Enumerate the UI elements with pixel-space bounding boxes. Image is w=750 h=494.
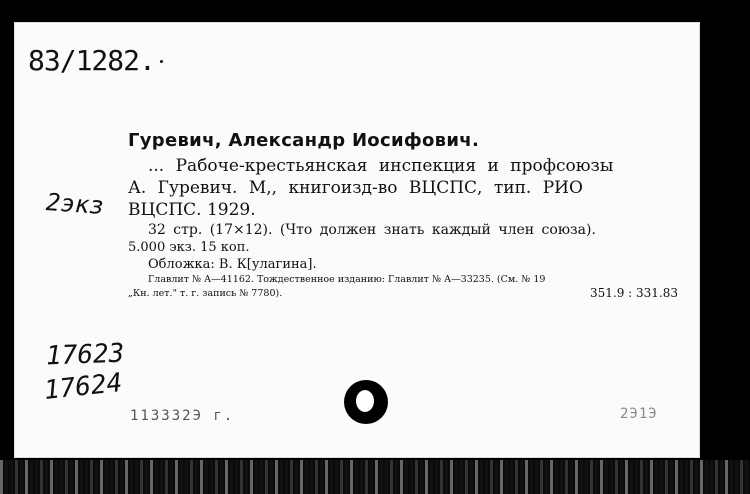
title-line: ... Рабоче-крестьянская инспекция и профсоюзы	[148, 156, 614, 176]
noise-bar	[475, 460, 478, 494]
noise-bar	[250, 460, 253, 494]
noise-bar	[650, 460, 653, 494]
noise-bar	[225, 460, 228, 494]
noise-bar	[640, 460, 643, 494]
noise-bar	[665, 460, 668, 494]
noise-bar	[500, 460, 503, 494]
noise-bar	[75, 460, 78, 494]
noise-bar	[110, 460, 113, 494]
noise-bar	[325, 460, 328, 494]
noise-bar	[560, 460, 563, 494]
noise-bar	[415, 460, 418, 494]
noise-bar	[365, 460, 368, 494]
noise-bar	[20, 460, 23, 494]
noise-bar	[545, 460, 548, 494]
noise-bar	[255, 460, 258, 494]
noise-bar	[470, 460, 473, 494]
noise-bar	[485, 460, 488, 494]
noise-bar	[625, 460, 628, 494]
noise-bar	[700, 460, 703, 494]
noise-bar	[675, 460, 678, 494]
noise-bar	[575, 460, 578, 494]
noise-bar	[90, 460, 93, 494]
noise-bar	[65, 460, 68, 494]
noise-bar	[555, 460, 558, 494]
noise-bar	[145, 460, 148, 494]
print-run-line: 5.000 экз. 15 коп.	[128, 240, 250, 255]
noise-bar	[570, 460, 573, 494]
noise-bar	[345, 460, 348, 494]
noise-bar	[230, 460, 233, 494]
noise-bar	[740, 460, 743, 494]
noise-bar	[330, 460, 333, 494]
noise-bar	[510, 460, 513, 494]
noise-bar	[335, 460, 338, 494]
noise-bar	[180, 460, 183, 494]
noise-bar	[260, 460, 263, 494]
noise-bar	[155, 460, 158, 494]
noise-bar	[195, 460, 198, 494]
noise-bar	[240, 460, 243, 494]
noise-bar	[175, 460, 178, 494]
noise-bar	[450, 460, 453, 494]
noise-bar	[85, 460, 88, 494]
noise-bar	[550, 460, 553, 494]
noise-bar	[140, 460, 143, 494]
noise-bar	[520, 460, 523, 494]
noise-bar	[505, 460, 508, 494]
noise-bar	[25, 460, 28, 494]
noise-bar	[515, 460, 518, 494]
noise-bar	[580, 460, 583, 494]
noise-bar	[380, 460, 383, 494]
noise-bar	[315, 460, 318, 494]
ink-dot	[160, 60, 163, 63]
noise-bar	[590, 460, 593, 494]
noise-bar	[10, 460, 13, 494]
noise-bar	[680, 460, 683, 494]
noise-bar	[360, 460, 363, 494]
accession-number: 83/1282.	[28, 44, 155, 77]
noise-bar	[355, 460, 358, 494]
noise-bar	[80, 460, 83, 494]
inventory-number: 17624	[42, 367, 124, 407]
noise-bar	[350, 460, 353, 494]
noise-bar	[610, 460, 613, 494]
noise-bar	[705, 460, 708, 494]
noise-bar	[730, 460, 733, 494]
noise-bar	[395, 460, 398, 494]
noise-bar	[130, 460, 133, 494]
noise-bar	[275, 460, 278, 494]
classification-number: 351.9 : 331.83	[589, 286, 678, 300]
noise-bar	[320, 460, 323, 494]
noise-bar	[720, 460, 723, 494]
noise-bar	[435, 460, 438, 494]
collation-line: 32 стр. (17×12). (Что должен знать каждый член союза).	[148, 222, 596, 238]
noise-bar	[390, 460, 393, 494]
noise-bar	[285, 460, 288, 494]
noise-bar	[135, 460, 138, 494]
noise-bar	[595, 460, 598, 494]
record-reference-line: „Кн. лет." т. г. запись № 7780).	[128, 288, 283, 299]
noise-bar	[445, 460, 448, 494]
noise-bar	[710, 460, 713, 494]
noise-bar	[405, 460, 408, 494]
noise-bar	[460, 460, 463, 494]
noise-bar	[235, 460, 238, 494]
copies-note: 2экз	[45, 188, 105, 220]
noise-bar	[690, 460, 693, 494]
noise-bar	[125, 460, 128, 494]
noise-bar	[735, 460, 738, 494]
noise-bar	[670, 460, 673, 494]
noise-bar	[685, 460, 688, 494]
noise-bar	[655, 460, 658, 494]
scan-border-right	[700, 0, 750, 494]
noise-bar	[220, 460, 223, 494]
noise-bar	[210, 460, 213, 494]
noise-bar	[305, 460, 308, 494]
noise-bar	[635, 460, 638, 494]
noise-bar	[430, 460, 433, 494]
noise-bar	[100, 460, 103, 494]
noise-bar	[295, 460, 298, 494]
noise-bar	[270, 460, 273, 494]
noise-bar	[530, 460, 533, 494]
noise-bar	[190, 460, 193, 494]
noise-bar	[535, 460, 538, 494]
noise-bar	[490, 460, 493, 494]
noise-bar	[5, 460, 8, 494]
noise-bar	[725, 460, 728, 494]
noise-bar	[170, 460, 173, 494]
imprint-year-line: ВЦСПС. 1929.	[128, 200, 256, 220]
noise-bar	[375, 460, 378, 494]
noise-bar	[120, 460, 123, 494]
noise-bar	[290, 460, 293, 494]
noise-bar	[60, 460, 63, 494]
noise-bar	[615, 460, 618, 494]
imprint-line: А. Гуревич. М,, книгоизд-во ВЦСПС, тип. РИО	[128, 178, 583, 198]
noise-bar	[340, 460, 343, 494]
noise-bar	[45, 460, 48, 494]
noise-bar	[715, 460, 718, 494]
faded-stamp-right: 2Э1Э	[620, 406, 658, 422]
cover-note-line: Обложка: В. К[улагина].	[148, 257, 317, 272]
noise-bar	[40, 460, 43, 494]
noise-bar	[540, 460, 543, 494]
author-heading: Гуревич, Александр Иосифович.	[128, 130, 480, 151]
censorship-note-line: Главлит № А—41162. Тождественное изданию: Главлит № А—33235. (См. № 19	[148, 274, 546, 285]
noise-bar	[465, 460, 468, 494]
noise-bar	[385, 460, 388, 494]
noise-bar	[620, 460, 623, 494]
noise-bar	[600, 460, 603, 494]
noise-bar	[280, 460, 283, 494]
noise-bar	[30, 460, 33, 494]
noise-bar	[370, 460, 373, 494]
noise-bar	[420, 460, 423, 494]
noise-bar	[0, 460, 3, 494]
noise-bar	[660, 460, 663, 494]
noise-bar	[265, 460, 268, 494]
noise-bar	[585, 460, 588, 494]
card-punch-hole	[344, 380, 388, 424]
noise-bar	[400, 460, 403, 494]
noise-bar	[215, 460, 218, 494]
scan-noise-strip	[0, 460, 750, 494]
noise-bar	[50, 460, 53, 494]
noise-bar	[310, 460, 313, 494]
noise-bar	[645, 460, 648, 494]
noise-bar	[245, 460, 248, 494]
noise-bar	[425, 460, 428, 494]
noise-bar	[95, 460, 98, 494]
noise-bar	[605, 460, 608, 494]
inventory-number: 17623	[45, 338, 125, 372]
noise-bar	[455, 460, 458, 494]
noise-bar	[55, 460, 58, 494]
noise-bar	[15, 460, 18, 494]
noise-bar	[165, 460, 168, 494]
noise-bar	[185, 460, 188, 494]
noise-bar	[300, 460, 303, 494]
noise-bar	[525, 460, 528, 494]
noise-bar	[105, 460, 108, 494]
faded-stamp-left: 11ЗЗЗ2Э г.	[130, 408, 235, 424]
noise-bar	[70, 460, 73, 494]
noise-bar	[160, 460, 163, 494]
noise-bar	[630, 460, 633, 494]
noise-bar	[695, 460, 698, 494]
noise-bar	[200, 460, 203, 494]
noise-bar	[205, 460, 208, 494]
noise-bar	[150, 460, 153, 494]
noise-bar	[565, 460, 568, 494]
noise-bar	[440, 460, 443, 494]
noise-bar	[410, 460, 413, 494]
noise-bar	[495, 460, 498, 494]
noise-bar	[480, 460, 483, 494]
noise-bar	[35, 460, 38, 494]
noise-bar	[115, 460, 118, 494]
noise-bar	[745, 460, 748, 494]
